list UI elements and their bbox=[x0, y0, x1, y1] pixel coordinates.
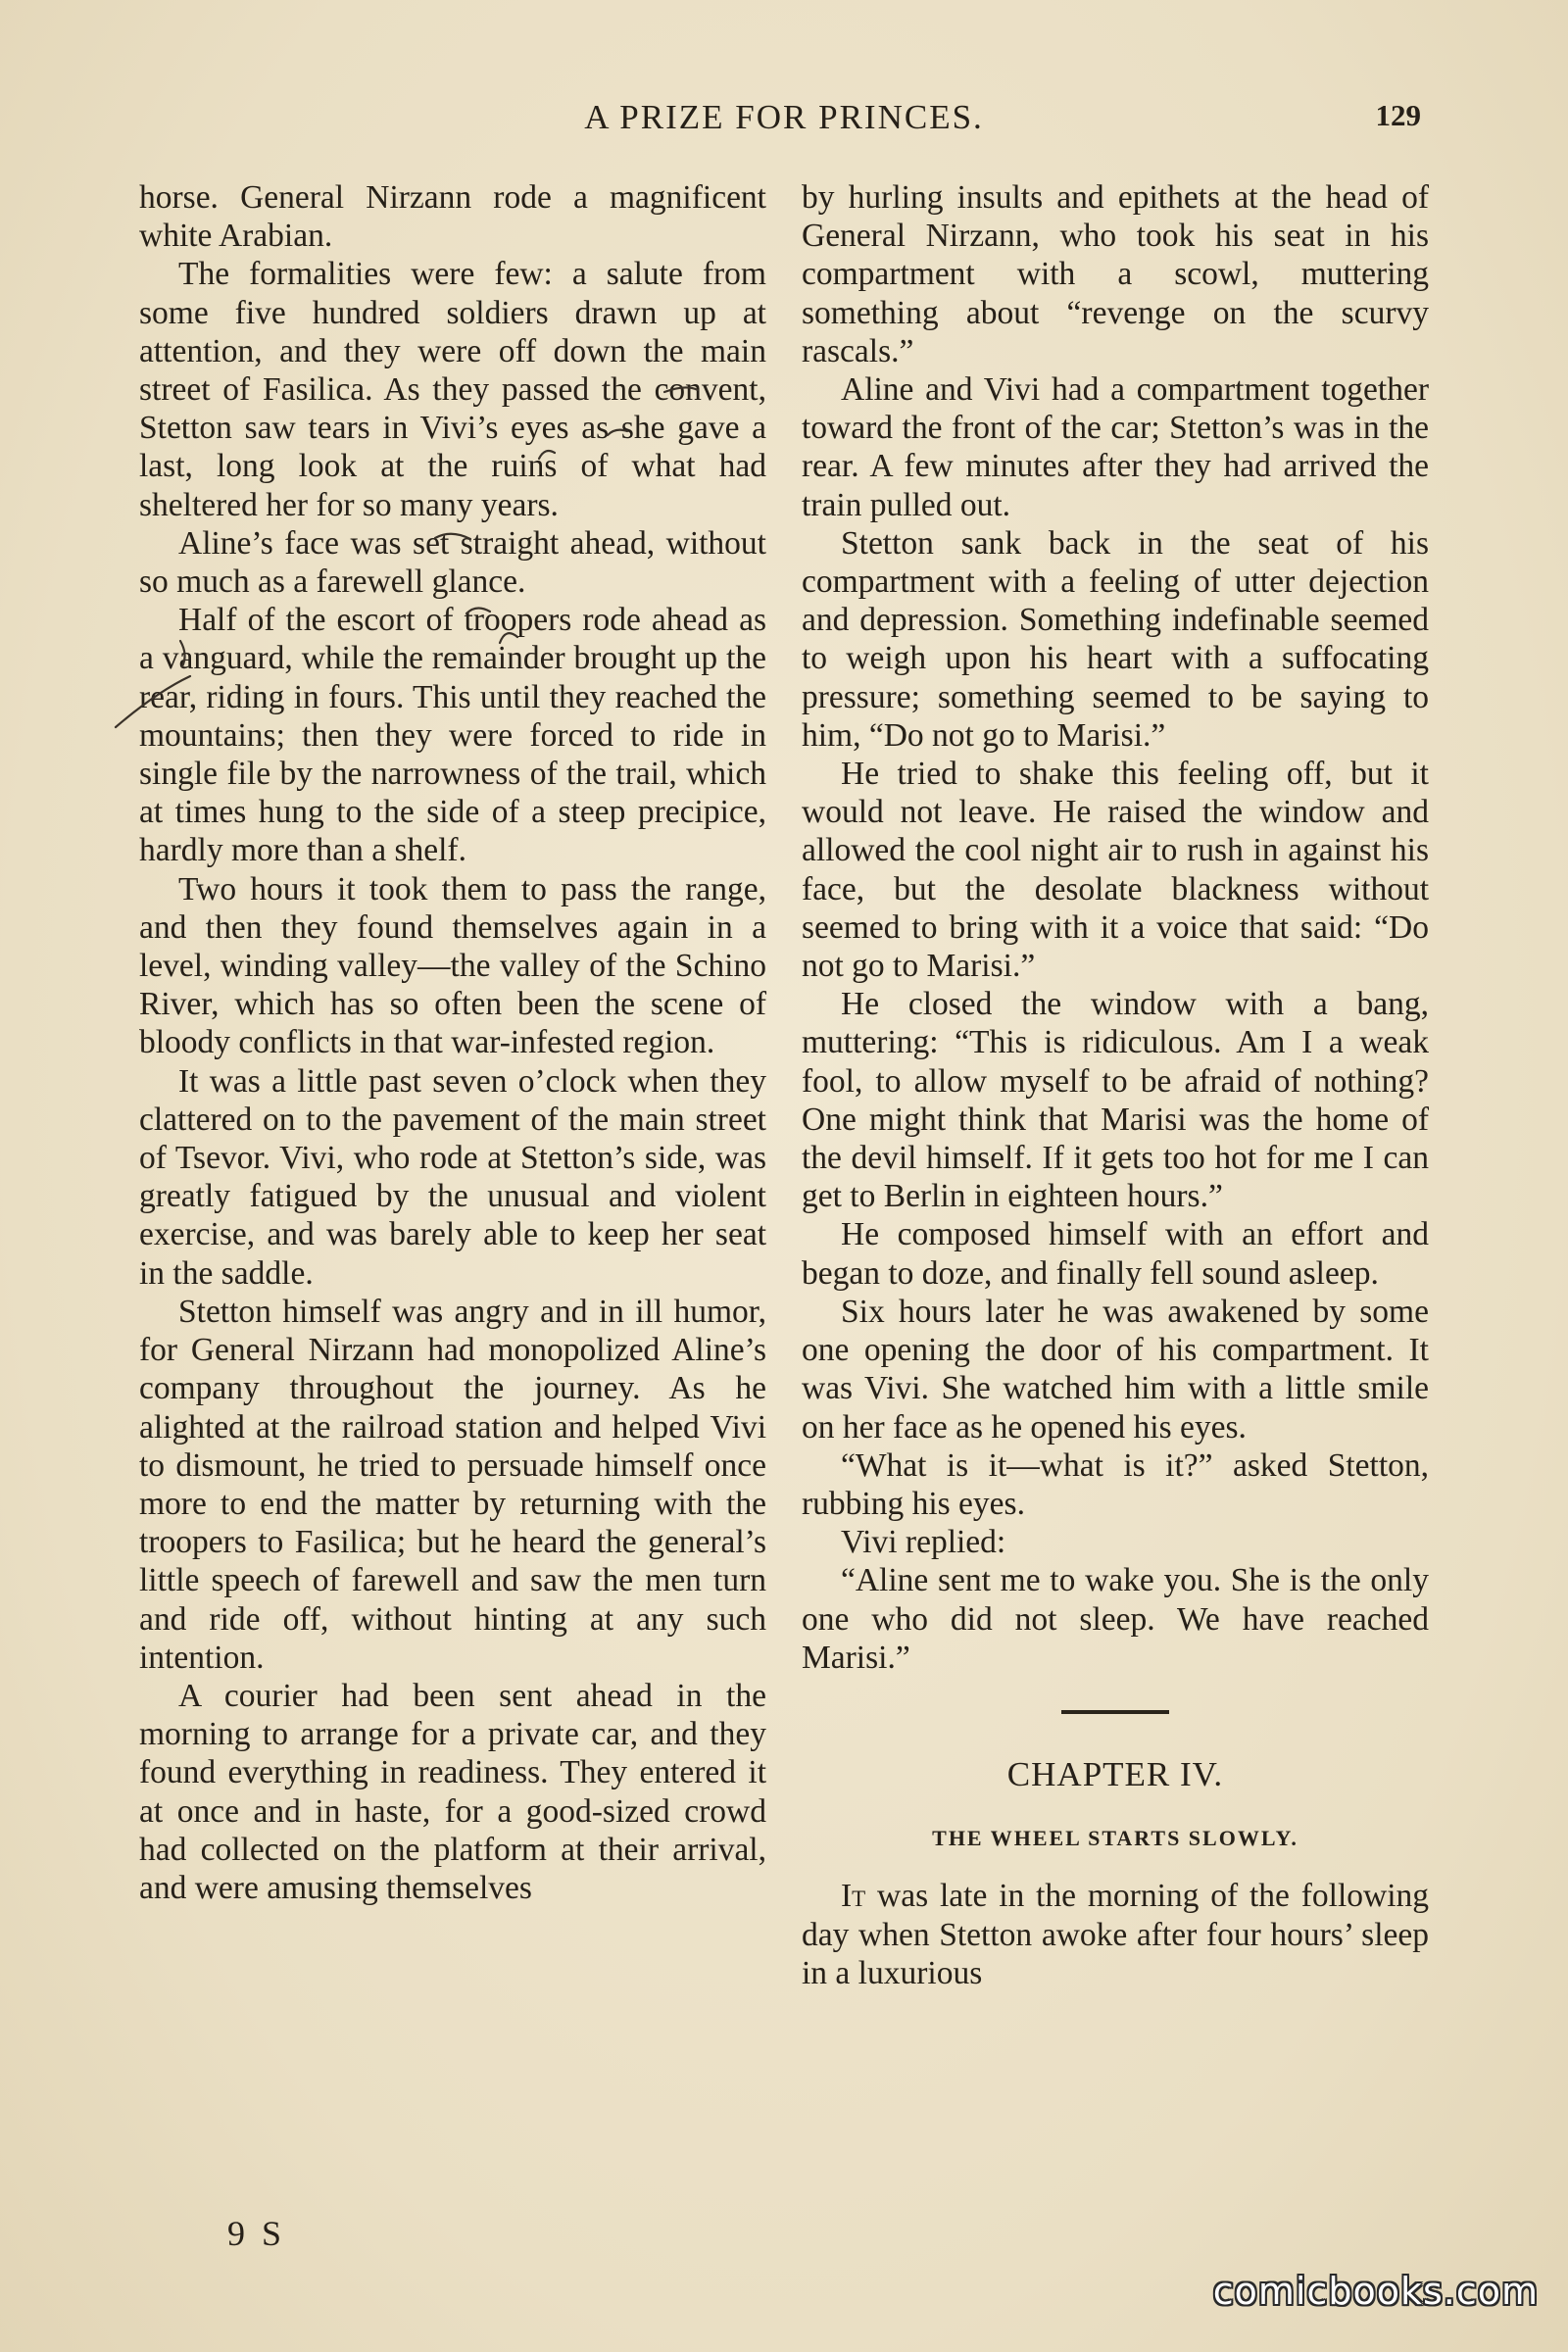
paragraph: He tried to shake this feeling off, but it would not leave. He raised the window and allowed the cool night air to rush in against his face, but the desolate blackness without seemed to bring with it a voice that said: “Do not go to Marisi.” bbox=[802, 756, 1429, 985]
paragraph: Two hours it took them to pass the range, and then they found themselves again in a level, winding valley—the valley of the Schino River, which has so often been the scene of bloody conflicts in that war-infested region. bbox=[139, 870, 766, 1061]
paragraph: Aline’s face was set straight ahead, without so much as a farewell glance. bbox=[139, 524, 766, 601]
page-number: 129 bbox=[1375, 98, 1421, 132]
paragraph: by hurling insults and epithets at the head of General Nirzann, who took his seat in his compartment with a scowl, muttering something about “revenge on the scurvy rascals.” bbox=[802, 179, 1429, 369]
paragraph: “Aline sent me to wake you. She is the only one who did not sleep. We have reached Marisi.” bbox=[802, 1562, 1429, 1676]
section-divider bbox=[1061, 1710, 1169, 1714]
paragraph: “What is it—what is it?” asked Stetton, rubbing his eyes. bbox=[802, 1446, 1429, 1522]
paragraph: Aline and Vivi had a compartment together toward the front of the car; Stetton’s was in the rear. A few minutes after they had arrived the train pulled out. bbox=[802, 371, 1429, 523]
paragraph: A courier had been sent ahead in the morning to arrange for a private car, and they found everything in readiness. They entered it at once and in haste, for a good-sized crowd had collected on the platform at their arrival, and were amusing themselves bbox=[139, 1677, 766, 1906]
paragraph: Vivi replied: bbox=[841, 1524, 1006, 1561]
running-head: A PRIZE FOR PRINCES. bbox=[584, 98, 984, 136]
paragraph: He closed the window with a bang, muttering: “This is ridiculous. Am I a weak fool, to allow myself to be afraid of nothing? One might think that Marisi was the home of the devil himself. If it gets too hot for me I can get to Berlin in eighteen hours.” bbox=[802, 986, 1429, 1215]
paragraph: He composed himself with an effort and began to doze, and finally fell sound asleep. bbox=[802, 1216, 1429, 1292]
chapter-title: CHAPTER IV. bbox=[1006, 1754, 1224, 1793]
watermark-logo: comicbooks.com bbox=[1212, 2270, 1539, 2313]
paragraph: Stetton himself was angry and in ill humor, for General Nirzann had monopolized Aline’s company throughout the journey. As he alighted at the railroad station and helped Vivi to dismount, he tried to persuade himself once more to end the matter by returning with the troopers to Fasilica; but he heard the general’s little speech of farewell and saw the men turn and ride off, without hinting at any such intention. bbox=[139, 1293, 766, 1676]
chapter-lead-word: It bbox=[841, 1878, 866, 1915]
paragraph: horse. General Nirzann rode a magnificent white Arabian. bbox=[139, 179, 766, 255]
chapter-opening-text: was late in the morning of the following day when Stetton awoke after four hours’ sleep in a luxurious bbox=[802, 1878, 1429, 1991]
paragraph: It was a little past seven o’clock when they clattered on to the pavement of the main street of Tsevor. Vivi, who rode at Stetton’s side, was greatly fatigued by the unusual and violent exercise, and was barely able to keep her seat in the saddle. bbox=[139, 1062, 766, 1292]
paragraph: Half of the escort of troopers rode ahead as a vanguard, while the remainder brought up the rear, riding in fours. This until they reached the mountains; then they were forced to ride in single file by the narrowness of the trail, which at times hung to the side of a steep precipice, hardly more than a shelf. bbox=[139, 602, 766, 869]
paragraph: The formalities were few: a salute from some five hundred soldiers drawn up at attention, and they were off down the main street of Fasilica. As they passed the convent, Stetton saw tears in Vivi’s eyes as she gave a last, long look at the ruins of what had sheltered her for so many years. bbox=[139, 256, 766, 523]
paragraph: Six hours later he was awakened by some one opening the door of his compartment. It was Vivi. She watched him with a little smile on her face as he opened his eyes. bbox=[802, 1293, 1429, 1446]
chapter-opening-paragraph bbox=[802, 1877, 1429, 1992]
left-column bbox=[139, 178, 766, 1907]
chapter-subtitle: THE WHEEL STARTS SLOWLY. bbox=[932, 1826, 1298, 1851]
printer-signature: 9 S bbox=[227, 2214, 286, 2253]
paragraph: Stetton sank back in the seat of his compartment with a feeling of utter dejection and depression. Something indefinable seemed to weigh upon his heart with a suffocating pressure; something seemed to be saying to him, “Do not go to Marisi.” bbox=[802, 524, 1429, 754]
page-header bbox=[137, 98, 1431, 147]
right-column bbox=[802, 178, 1429, 1992]
